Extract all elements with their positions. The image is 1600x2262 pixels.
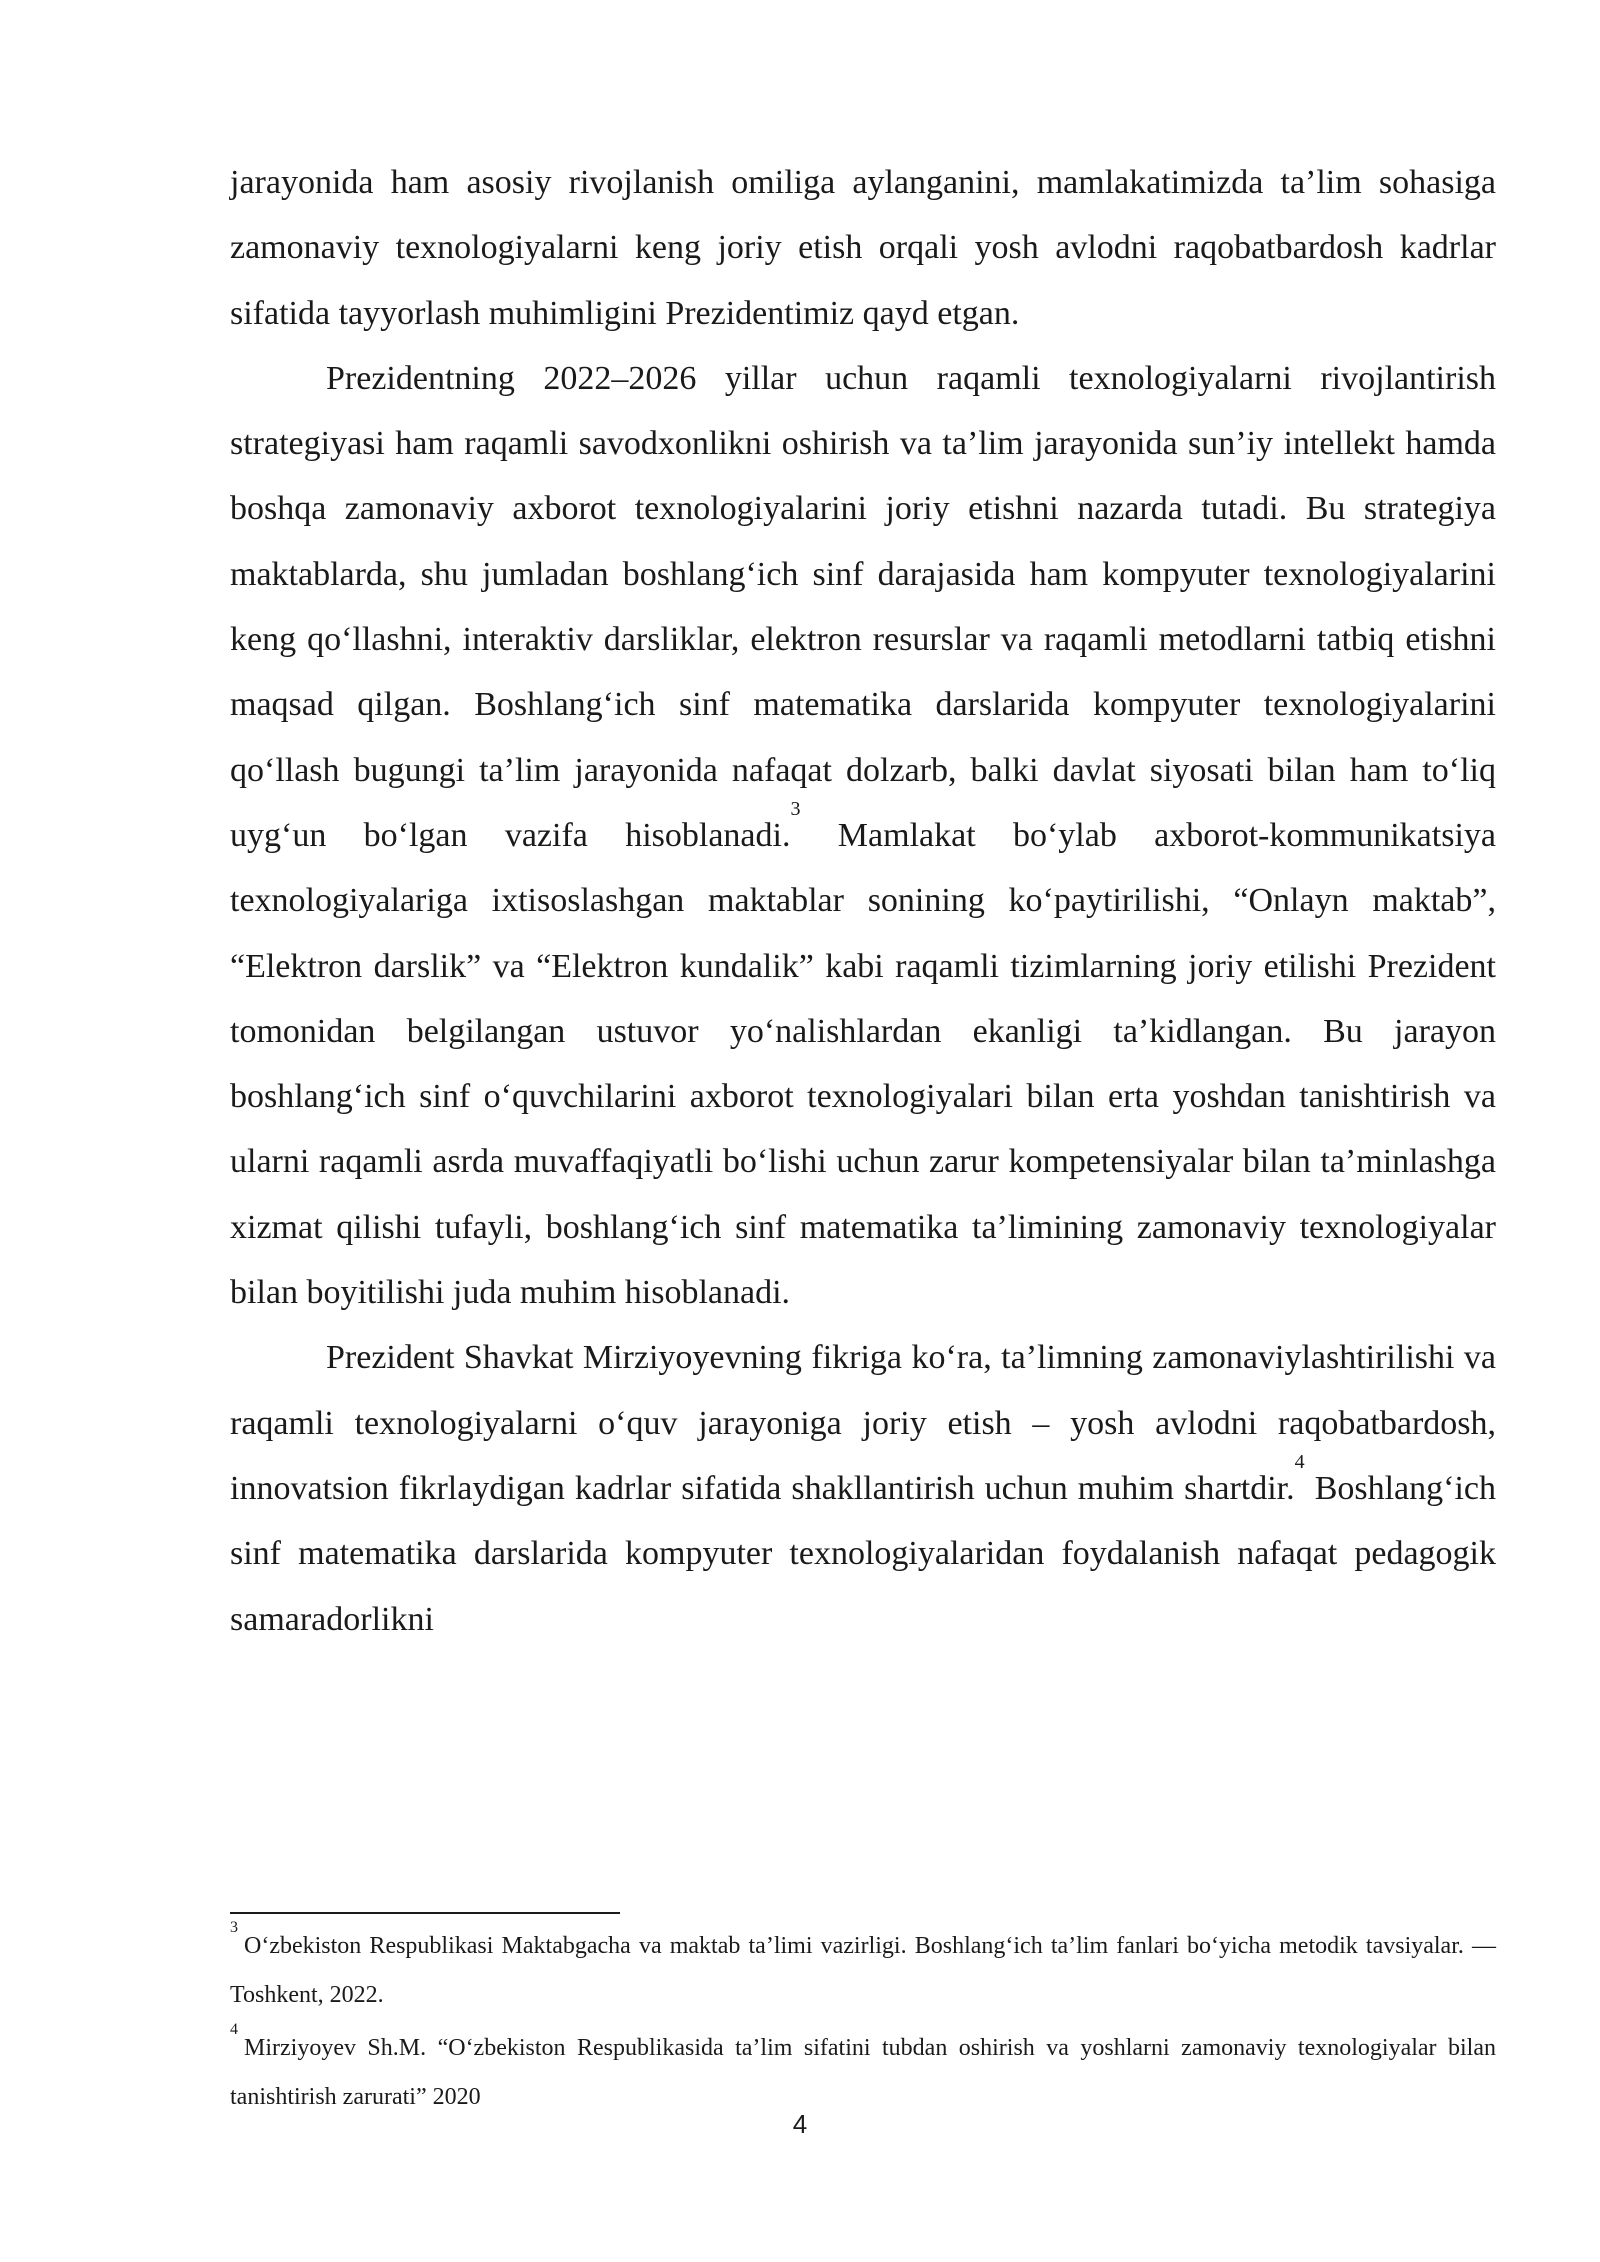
footnote-reference[interactable]: 4 [1294,1450,1305,1473]
footnote-text: Mirziyoyev Sh.M. “O‘zbekiston Respublikasida ta’lim sifatini tubdan oshirish va yoshlarni zamonaviy texnologiyalar bilan tanishtirish zarurati” 2020 [230,2035,1496,2110]
footnote-text: O‘zbekiston Respublikasi Maktabgacha va maktab ta’limi vazirligi. Boshlang‘ich ta’lim fanlari bo‘yicha metodik tavsiyalar. — Toshkent, 2022. [230,1933,1496,2008]
paragraph-strategy [230,346,1496,1325]
paragraph-text: Mamlakat bo‘ylab axborot-kommunikatsiya texnologiyalariga ixtisoslashgan maktablar sonining ko‘paytirilishi, “Onlayn maktab”, “Elektron darslik” va “Elektron kundalik” kabi raqamli tizimlarning joriy etilishi Prezident tomonidan belgilangan ustuvor yo‘nalishlardan ekanligi ta’kidlangan. Bu jarayon boshlang‘ich sinf o‘quvchilarini axborot texnologiyalari bilan erta yoshdan tanishtirish va ularni raqamli asrda muvaffaqiyatli bo‘lishi uchun zarur kompetensiyalar bilan ta’minlashga xizmat qilishi tufayli, boshlang‘ich sinf matematika ta’limining zamonaviy texnologiyalar bilan boyitilishi juda muhim hisoblanadi. [230,816,1496,1312]
footnote-number: 3 [230,1919,238,1936]
footnote-item [230,1919,1496,2020]
paragraph-continuation [230,150,1496,346]
body-text [230,150,1496,1652]
paragraph-text: jarayonida ham asosiy rivojlanish omiliga aylanganini, mamlakatimizda ta’lim sohasiga zamonaviy texnologiyalarni keng joriy etish orqali yosh avlodni raqobatbardosh kadrlar sifatida tayyorlash muhimligini Prezidentimiz qayd etgan. [230,164,1496,332]
footnote-number: 4 [230,2021,238,2038]
paragraph-text: Prezident Shavkat Mirziyoyevning fikriga ko‘ra, ta’limning zamonaviylashtirilishi va raqamli texnologiyalarni o‘quv jarayoniga joriy etish – yosh avlodni raqobatbardosh, innovatsion fikrlaydigan kadrlar sifatida shakllantirish uchun muhim shartdir. [230,1339,1496,1507]
page-number: 4 [792,2109,808,2139]
paragraph-text: Prezidentning 2022–2026 yillar uchun raqamli texnologiyalarni rivojlantirish strategiyasi ham raqamli savodxonlikni oshirish va ta’lim jarayonida sun’iy intellekt hamda boshqa zamonaviy axborot texnologiyalarini joriy etishni nazarda tutadi. Bu strategiya maktablarda, shu jumladan boshlang‘ich sinf darajasida ham kompyuter texnologiyalarini keng qo‘llashni, interaktiv darsliklar, elektron resurslar va raqamli metodlarni tatbiq etishni maqsad qilgan. Boshlang‘ich sinf matematika darslarida kompyuter texnologiyalarini qo‘llash bugungi ta’lim jarayonida nafaqat dolzarb, balki davlat siyosati bilan ham to‘liq uyg‘un bo‘lgan vazifa hisoblanadi. [230,359,1496,854]
paragraph-president [230,1325,1496,1651]
footnotes [230,1919,1496,2126]
footnote-reference[interactable]: 3 [790,797,801,820]
paragraph-text: Boshlang‘ich sinf matematika darslarida kompyuter texnologiyalaridan foydalanish nafaqat pedagogik samaradorlikni [230,1469,1496,1638]
footnote-separator [230,1912,620,1914]
